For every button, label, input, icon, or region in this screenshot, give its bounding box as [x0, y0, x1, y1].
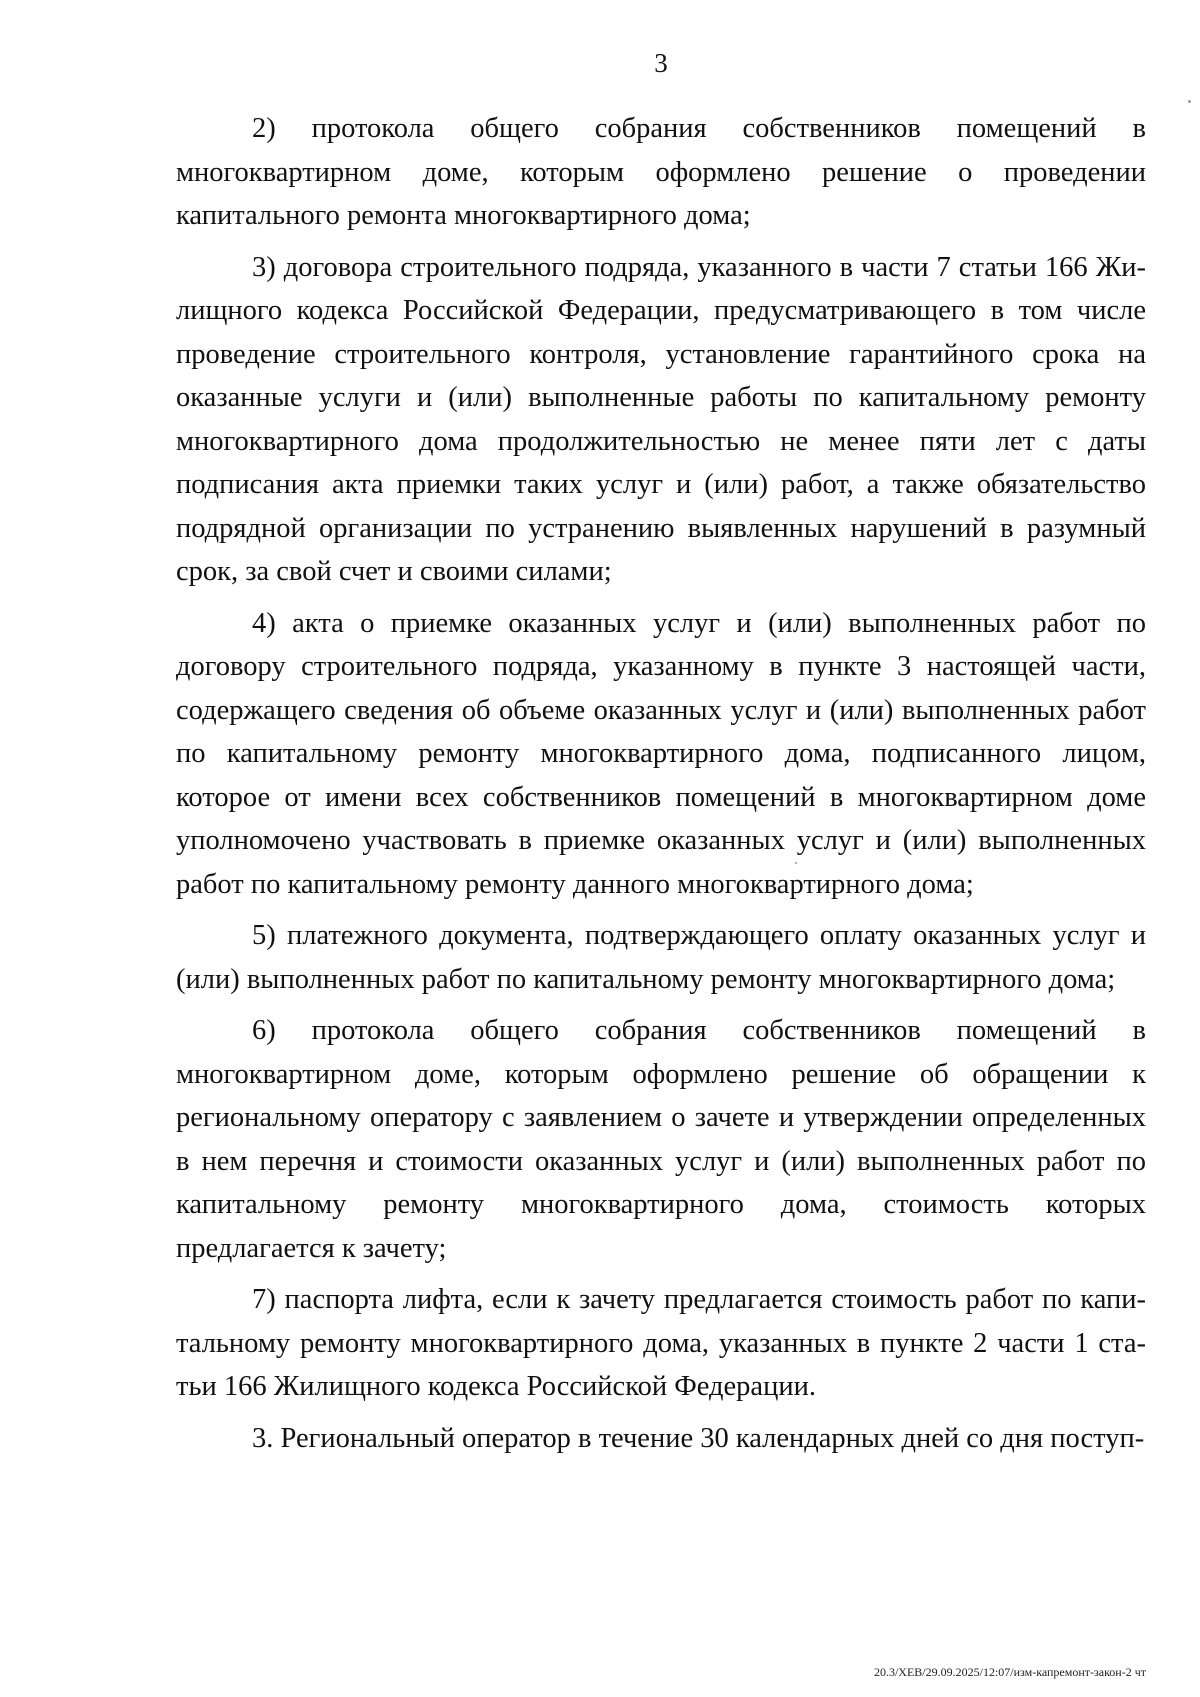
scan-speck — [1188, 100, 1191, 103]
paragraph-item-2: 2) протокола общего собрания собственников помещений в многоквартирном доме, которым оформлено решение о проведении капитального ремонта многоквартирного дома; — [176, 113, 1146, 231]
paragraph-item-4: 4) акта о приемке оказанных услуг и (или) выполненных работ по договору строительного подряда, указанному в пункте 3 настоящей части, содержащего сведения об объеме оказанных услуг и (или) выполненных работ по капитальному ремонту многоквартирного дома, подписанного лицом, которое от имени всех собственников помещений в многоквартирном доме уполномочено участвовать в приемке оказанных услуг и (или) выполненных работ по капитальному ремонту данного многоквартирного дома; — [176, 607, 1146, 900]
paragraph-part-3: 3. Региональный оператор в течение 30 календарных дней со дня поступ- — [252, 1422, 1145, 1454]
document-footer-code: 20.3/ХЕВ/29.09.2025/12:07/изм-капремонт-закон-2 чт — [873, 1665, 1146, 1679]
page-number: 3 — [654, 48, 668, 78]
scan-speck — [795, 862, 797, 864]
paragraph-item-6: 6) протокола общего собрания собственников помещений в многоквартирном доме, которым оформлено решение об обращении к региональному оператору с заявлением о зачете и утверждении определенных в нем перечня и стоимости оказанных услуг и (или) выполненных работ по капитальному ремонту многоквартирного дома, стоимость которых предлагается к зачету; — [176, 1015, 1146, 1264]
paragraph-item-3: 3) договора строительного подряда, указанного в части 7 статьи 166 Жилищного кодекса Российской Федерации, предусматривающего в том числе проведение строительного контроля, установление гарантийного срока на оказанные услуги и (или) выполненные работы по капитальному ремонту многоквартирного дома продолжительностью не менее пяти лет с даты подписания акта приемки таких услуг и (или) работ, а также обязательство подрядной организации по устранению выявленных нарушений в разумный срок, за свой счет и своими силами; — [176, 251, 1146, 587]
document-body — [176, 107, 1146, 1468]
paragraph-item-5: 5) платежного документа, подтверждающего оплату оказанных услуг и (или) выполненных работ по капитальному ремонту многоквартирного дома; — [176, 920, 1146, 995]
paragraph-item-7: 7) паспорта лифта, если к зачету предлагается стоимость работ по капитальному ремонту многоквартирного дома, указанных в пункте 2 части 1 статьи 166 Жилищного кодекса Российской Федерации. — [176, 1284, 1146, 1402]
